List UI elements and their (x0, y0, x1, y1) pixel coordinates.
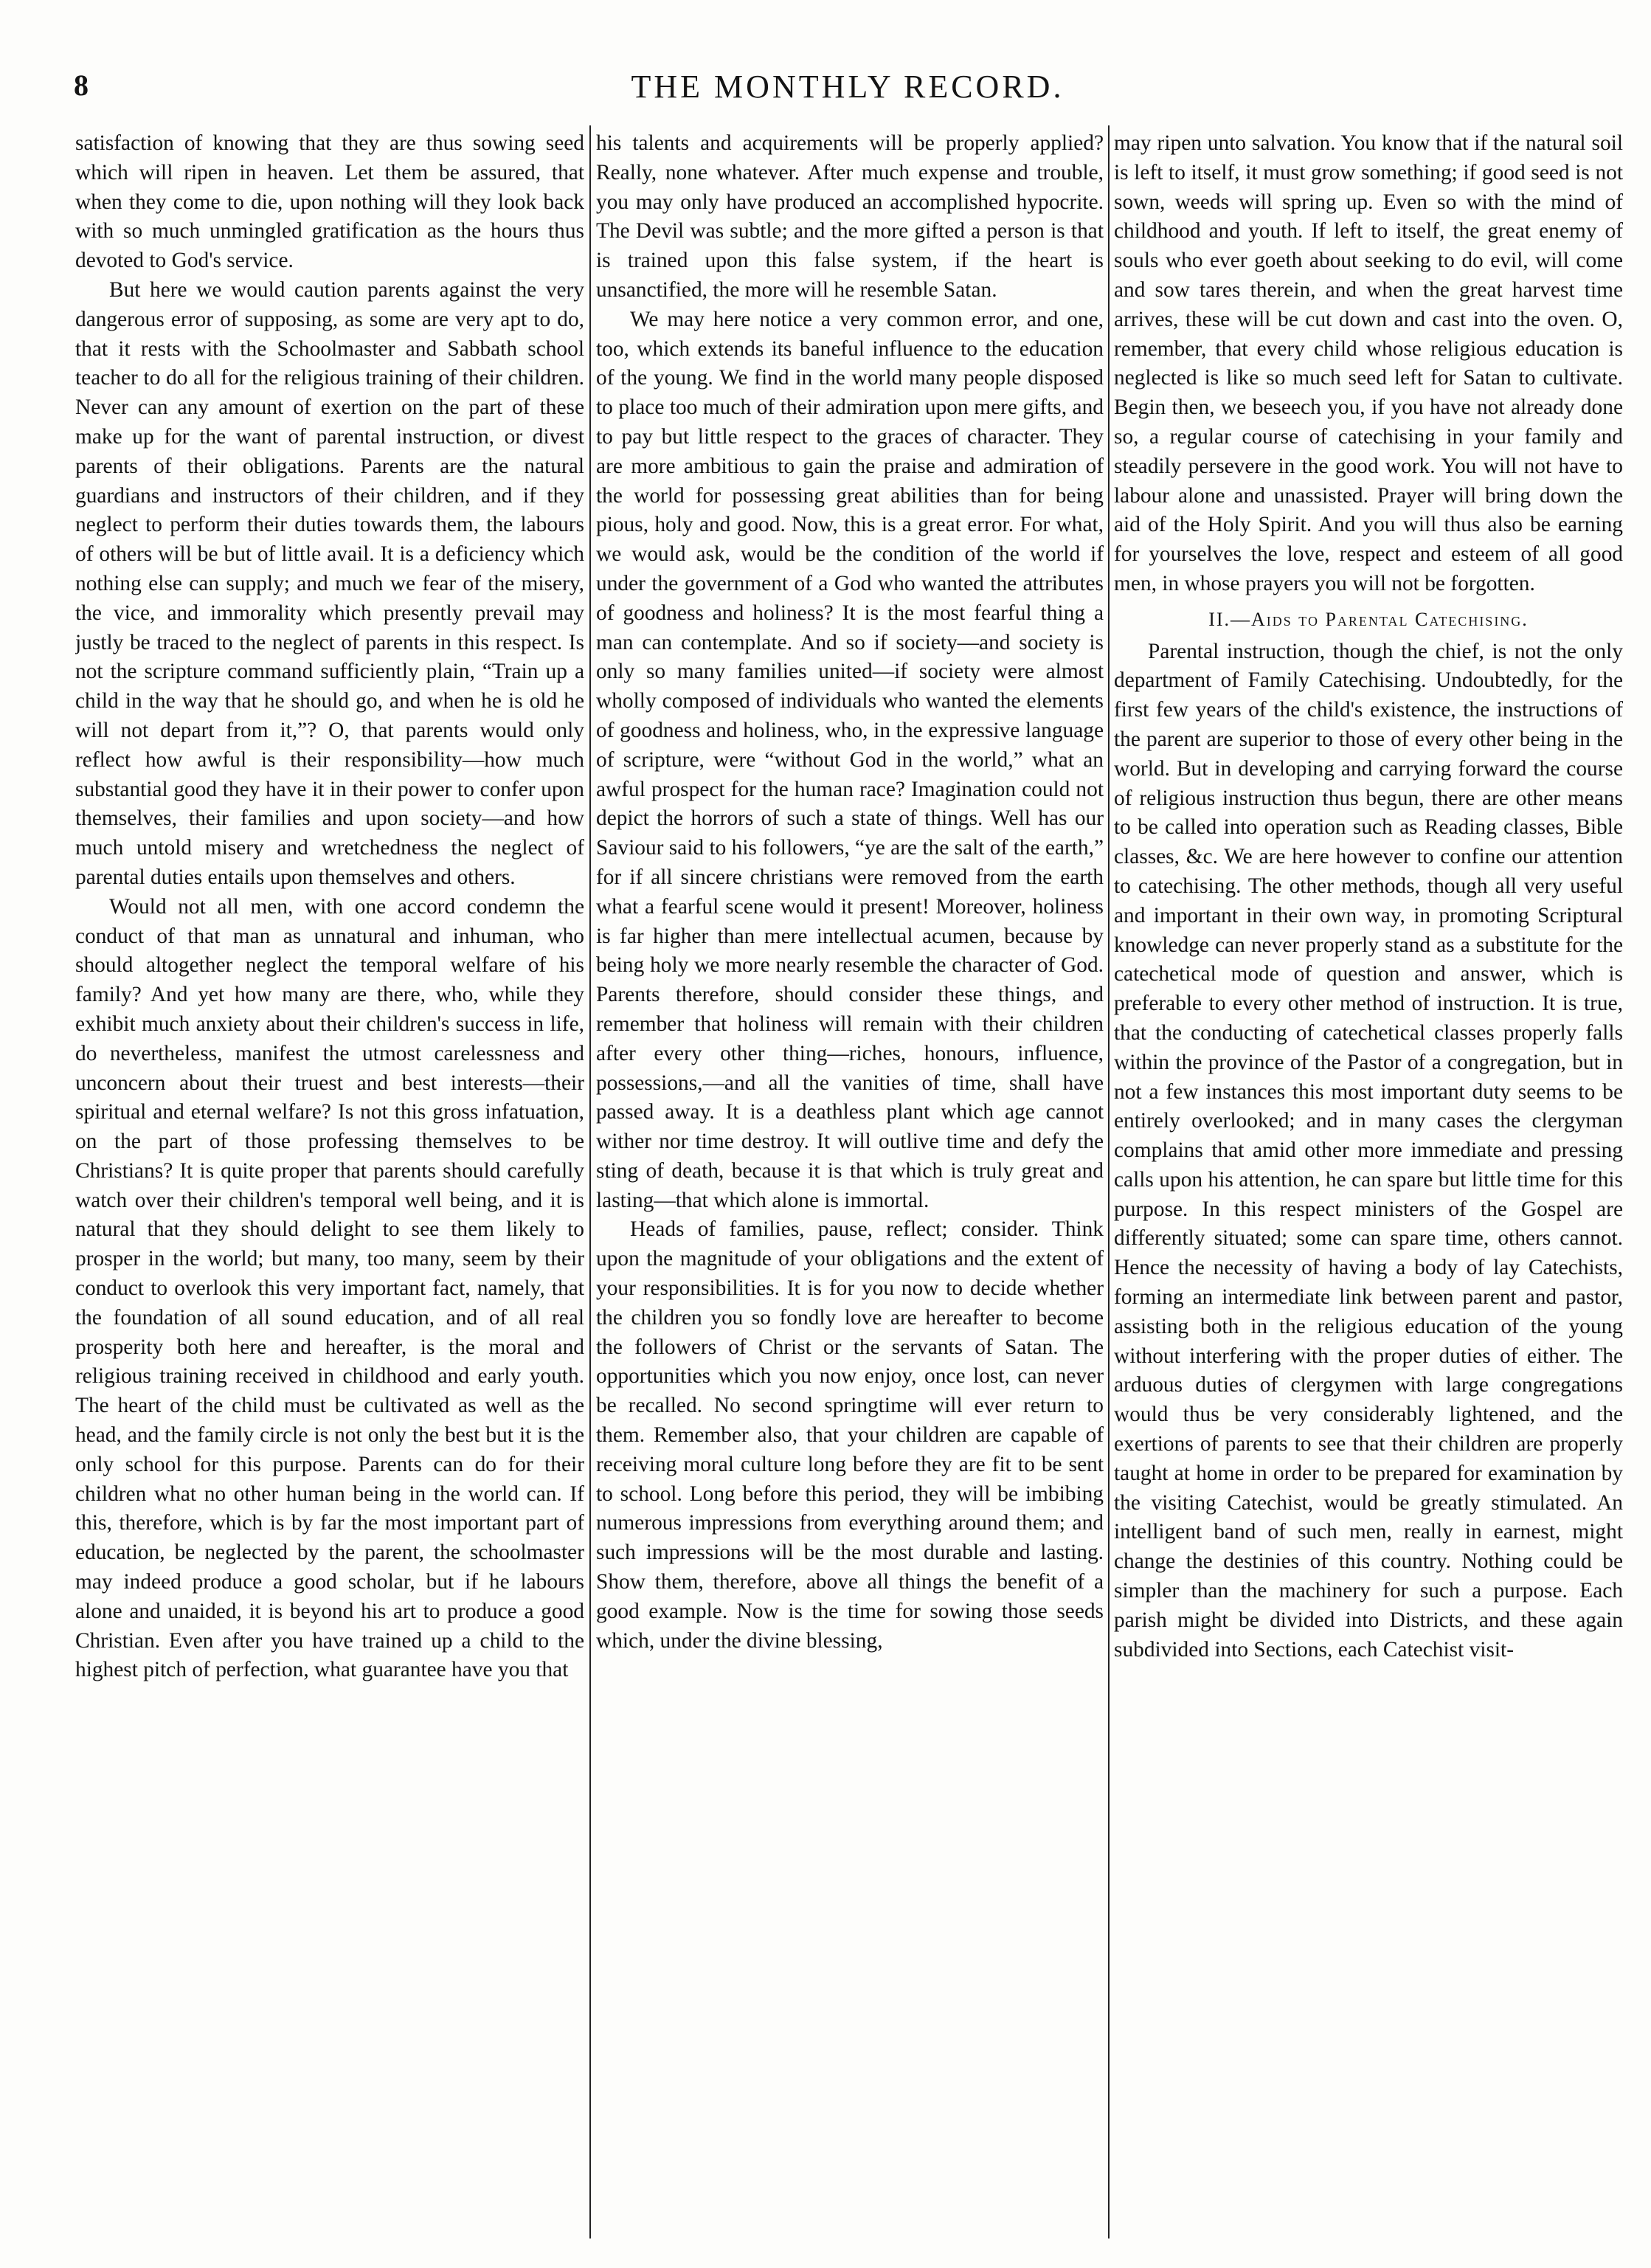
text-column-3 (1114, 129, 1623, 2238)
column-rule (1108, 125, 1110, 2238)
paragraph: We may here notice a very common error, and one, too, which extends its baneful influence to the education of the young. We find in the world many people disposed to place too much of their admiration upon mere gifts, and to pay but little respect to the graces of character. They are more ambitious to gain the praise and admiration of the world for possessing great abilities than for being pious, holy and good. Now, this is a great error. For what, we would ask, would be the condition of the world if under the government of a God who wanted the attributes of goodness and holiness? It is the most fearful thing a man can contemplate. And so if society—and society is only so many families united—if society were almost wholly composed of individuals who wanted the elements of goodness and holiness, who, in the expressive language of scripture, were “without God in the world,” what an awful prospect for the human race? Imagination could not depict the horrors of such a state of things. Well has our Saviour said to his followers, “ye are the salt of the earth,” for if all sincere christians were removed from the earth what a fearful scene would it present! Moreover, holiness is far higher than mere intellectual acumen, because by being holy we more nearly resemble the character of God. Parents therefore, should consider these things, and remember that holiness will remain with their children after every other thing—riches, honours, influence, possessions,—and all the vanities of time, shall have passed away. It is a deathless plant which age cannot wither nor time destroy. It will outlive time and defy the sting of death, because it is that which is truly great and lasting—that which alone is immortal. (596, 307, 1104, 1212)
text-column-2 (596, 129, 1104, 2238)
paragraph: But here we would caution parents against the very dangerous error of supposing, as some are very apt to do, that it rests with the Schoolmaster and Sabbath school teacher to do all for the religious training of their children. Never can any amount of exertion on the part of these make up for the want of parental instruction, or divest parents of their obligations. Parents are the natural guardians and instructors of their children, and if they neglect to perform their duties towards them, the labours of others will be but of little avail. It is a deficiency which nothing else can supply; and much we fear of the misery, the vice, and immorality which presently prevail may justly be traced to the neglect of parents in this respect. Is not the scripture command sufficiently plain, “Train up a child in the way that he should go, and when he is old he will not depart from it,”? O, that parents would only reflect how awful is their responsibility—how much substantial good they have it in their power to confer upon themselves, their families and upon society—and how much untold misery and wretchedness the neglect of parental duties entails upon themselves and others. (75, 277, 584, 889)
page-number: 8 (74, 69, 89, 102)
section-number: II.— (1208, 608, 1252, 630)
paragraph: Parental instruction, though the chief, is not the only department of Family Catechising. Undoubtedly, for the first few years of the child's existence, the instructions of the parent are superior to those of every other being in the world. But in developing and carrying forward the course of religious instruction thus begun, there are other means to be called into operation such as Reading classes, Bible classes, &c. We are here however to confine our attention to catechising. The other methods, though all very useful and important in their own way, in promoting Scriptural knowledge can never properly stand as a substitute for the catechetical mode of question and answer, which is preferable to every other method of instruction. It is true, that the conducting of catechetical classes properly falls within the province of the Pastor of a congregation, but in not a few instances this most important duty seems to be entirely overlooked; and in many cases the clergyman complains that amid other more immediate and pressing calls upon his attention, he can spare but little time for this purpose. In this respect ministers of the Gospel are differently situated; some can spare time, others cannot. Hence the necessity of having a body of lay Catechists, forming an intermediate link between parent and pastor, assisting both in the religious education of the young without interfering with the proper duties of either. The arduous duties of clergymen with large congregations would thus be very considerably lightened, and the exertions of parents to see that their children are properly taught at home in order to be prepared for examination by the visiting Catechist, would be greatly stimulated. An intelligent band of such men, really in earnest, might change the destinies of this country. Nothing could be simpler than the machinery for such a purpose. Each parish might be divided into Districts, and these again subdivided into Sections, each Catechist visit- (1114, 639, 1623, 1662)
column-rule (589, 125, 591, 2238)
running-title: THE MONTHLY RECORD. (631, 69, 1065, 105)
paragraph: Heads of families, pause, reflect; consider. Think upon the magnitude of your obligations and the extent of your responsibilities. It is for you now to decide whether the children you so fondly love are hereafter to become the followers of Christ or the servants of Satan. The opportunities which you now enjoy, once lost, can never be recalled. No second springtime will ever return to them. Remember also, that your children are capable of receiving moral culture long before they are fit to be sent to school. Long before this period, they will be imbibing numerous impressions from everything around them; and such impressions will be the most durable and lasting. Show them, therefore, above all things the benefit of a good example. Now is the time for sowing those seeds which, under the divine blessing, (596, 1217, 1104, 1653)
paragraph: his talents and acquirements will be properly applied? Really, none whatever. After much expense and trouble, you may only have produced an accomplished hypocrite. The Devil was subtle; and the more gifted a person is that is trained upon this false system, if the heart is unsanctified, the more will he resemble Satan. (596, 131, 1104, 302)
paragraph: satisfaction of knowing that they are thus sowing seed which will ripen in heaven. Let them be assured, that when they come to die, upon nothing will they look back with so much unmingled gratification as the hours thus devoted to God's service. (75, 131, 584, 273)
text-column-1 (75, 129, 584, 2238)
section-title: Aids to Parental Catechising. (1251, 608, 1529, 630)
paragraph: Would not all men, with one accord condemn the conduct of that man as unnatural and inhuman, who should altogether neglect the temporal welfare of his family? And yet how many are there, who, while they exhibit much anxiety about their children's success in life, do nevertheless, manifest the utmost carelessness and unconcern about their truest and best interests—their spiritual and eternal welfare? Is not this gross infatuation, on the part of those professing themselves to be Christians? It is quite proper that parents should carefully watch over their children's temporal well being, and it is natural that they should delight to see them likely to prosper in the world; but many, too many, seem by their conduct to overlook this very important fact, namely, that the foundation of all sound education, and of all real prosperity both here and hereafter, is the moral and religious training received in childhood and early youth. The heart of the child must be cultivated as well as the head, and the family circle is not only the best but it is the only school for this purpose. Parents can do for their children what no other human being in the world can. If this, therefore, which is by far the most important part of education, be neglected by the parent, the schoolmaster may indeed produce a good scholar, but if he labours alone and unaided, it is beyond his art to produce a good Christian. Even after you have trained up a child to the highest pitch of perfection, what guarantee have you that (75, 894, 584, 1682)
page-header (74, 68, 1621, 120)
paragraph: may ripen unto salvation. You know that if the natural soil is left to itself, it must grow something; if good seed is not sown, weeds will spring up. Even so with the mind of childhood and youth. If left to itself, the great enemy of souls who ever goeth about seeking to do evil, will come and sow tares therein, and when the great harvest time arrives, these will be cut down and cast into the oven. O, remember, that every child whose religious education is neglected is like so much seed left for Satan to cultivate. Begin then, we beseech you, if you have not already done so, a regular course of catechising in your family and steadily persevere in the good work. You will not have to labour alone and unassisted. Prayer will bring down the aid of the Holy Spirit. And you will thus also be earning for yourselves the love, respect and esteem of all good men, in whose prayers you will not be forgotten. (1114, 131, 1623, 595)
section-heading (1114, 605, 1623, 635)
